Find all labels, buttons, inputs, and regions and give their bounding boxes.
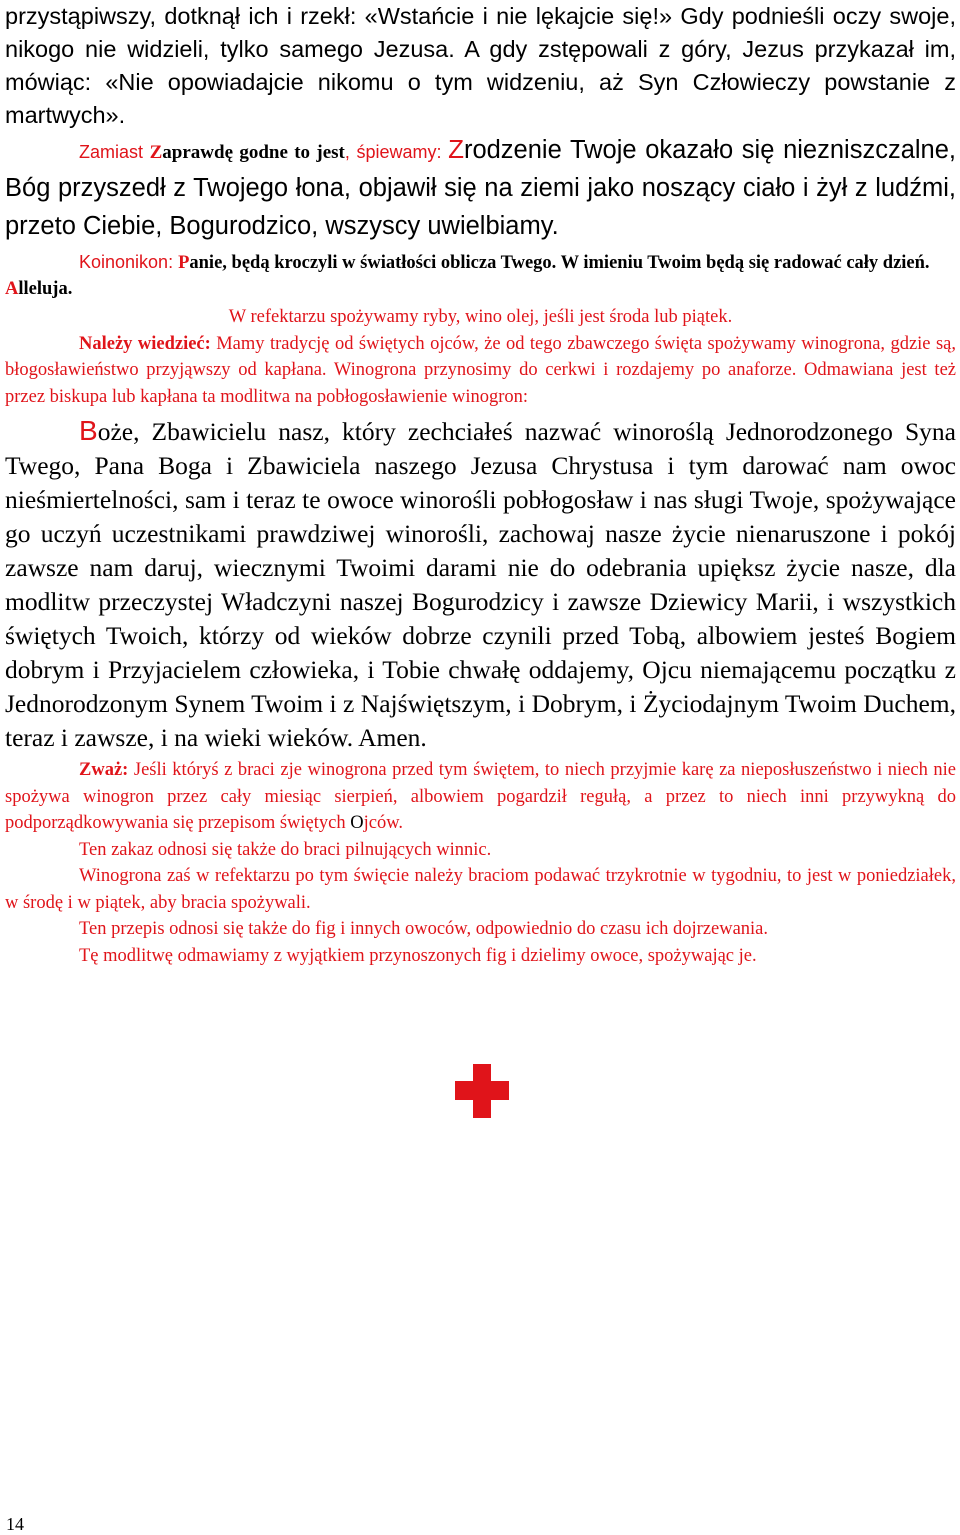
note-vineyard-guards: Ten zakaz odnosi się także do braci pilnujących winnic. (79, 839, 492, 860)
troparion (5, 132, 956, 247)
koinonikon: Koinonikon: Panie, będą kroczyli w światłości oblicza Twego. W imieniu Twoim będą się radować cały dzień. Alleluja. (5, 252, 930, 299)
page-number: 14 (6, 1514, 24, 1534)
troparion-text: rodzenie Twoje okazało się niezniszczalne, Bóg przyszedł z Twojego łona, objawił się na ziemi jako noszący ciało i żył z ludźmi, przeto Ciebie, Bogurodzico, wszyscy uwielbiamy. (5, 136, 956, 240)
should-know-note: Należy wiedzieć: Mamy tradycję od świętych ojców, że od tego zbawczego święta spożywamy winogrona, gdzie są, błogosławieństwo przyjąwszy od kapłana. Winogrona przynosimy do cerkwi i rozdajemy po anaforze. Odmawiana jest też przez biskupa lub kapłana ta modlitwa na pobłogosławienie winogron: (5, 333, 956, 407)
document-page (5, 0, 956, 969)
refectory-note: W refektarzu spożywamy ryby, wino olej, jeśli jest środa lub piątek. (228, 307, 733, 327)
note-grapes-weekly: Winogrona zaś w refektarzu po tym święcie należy braciom podawać trzykrotnie w tygodniu, to jest w poniedziałek, w środę i w piątek, aby bracia spożywali. (5, 866, 956, 913)
consider-note: Zważ: Jeśli któryś z braci zje winogrona przed tym świętem, to niech przyjmie karę za nieposłuszeństwo i niech nie spożywa winogron przez cały miesiąc sierpień, albowiem pogardził regułą, a przez to niech inni przywykną do podporządkowywania się przepisom świętych Ojców. (5, 760, 956, 833)
grape-blessing-prayer: Boże, Zbawicielu nasz, który zechciałeś nazwać winoroślą Jednorodzonego Syna Twego, Pana Boga i Zbawiciela naszego Jezusa Chrystusa i tym darować nam owoc nieśmiertelności, sam i teraz te owoce winorośli pobłogosław i nas sługi Twoje, spożywające go uczyń uczestnikami prawdziwej winorośli, zachowaj nasze życie nienaruszone i pokój zawsze nam daruj, wiecznymi Twoimi darami nie do odebrania upiększ życie nasze, dla modlitw przeczystej Władczyni naszej Bogurodzicy i zawsze Dziewicy Marii, i wszystkich świętych Twoich, którzy od wieków dobrze czynili przed Tobą, albowiem jesteś Bogiem dobrym i Przyjacielem człowieka, i Tobie chwałę oddajemy, Ojcu niemającemu początku z Jednorodzonym Synem Twoim i z Najświętszym, i Dobrym, i Życiodajnym Twoim Duchem, teraz i zawsze, i na wieki wieków. Amen. (5, 415, 956, 752)
gospel-ending: przystąpiwszy, dotknął ich i rzekł: «Wstańcie i nie lękajcie się!» Gdy podnieśli oczy swoje, nikogo nie widzieli, tylko samego Jezusa. A gdy zstępowali z góry, Jezus przykazał im, mówiąc: «Nie opowiadajcie nikomu o tym widzeniu, aż Syn Człowieczy powstanie z martwych». (5, 3, 956, 128)
note-prayer-exception: Tę modlitwę odmawiamy z wyjątkiem przynoszonych fig i dzielimy owoce, spożywając je. (79, 945, 757, 966)
red-cross-icon (455, 1064, 509, 1118)
note-figs: Ten przepis odnosi się także do fig i innych owoców, odpowiednio do czasu ich dojrzewania. (79, 919, 769, 939)
troparion-intro: Zamiast Zaprawdę godne to jest, śpiewamy: Z (79, 134, 464, 164)
